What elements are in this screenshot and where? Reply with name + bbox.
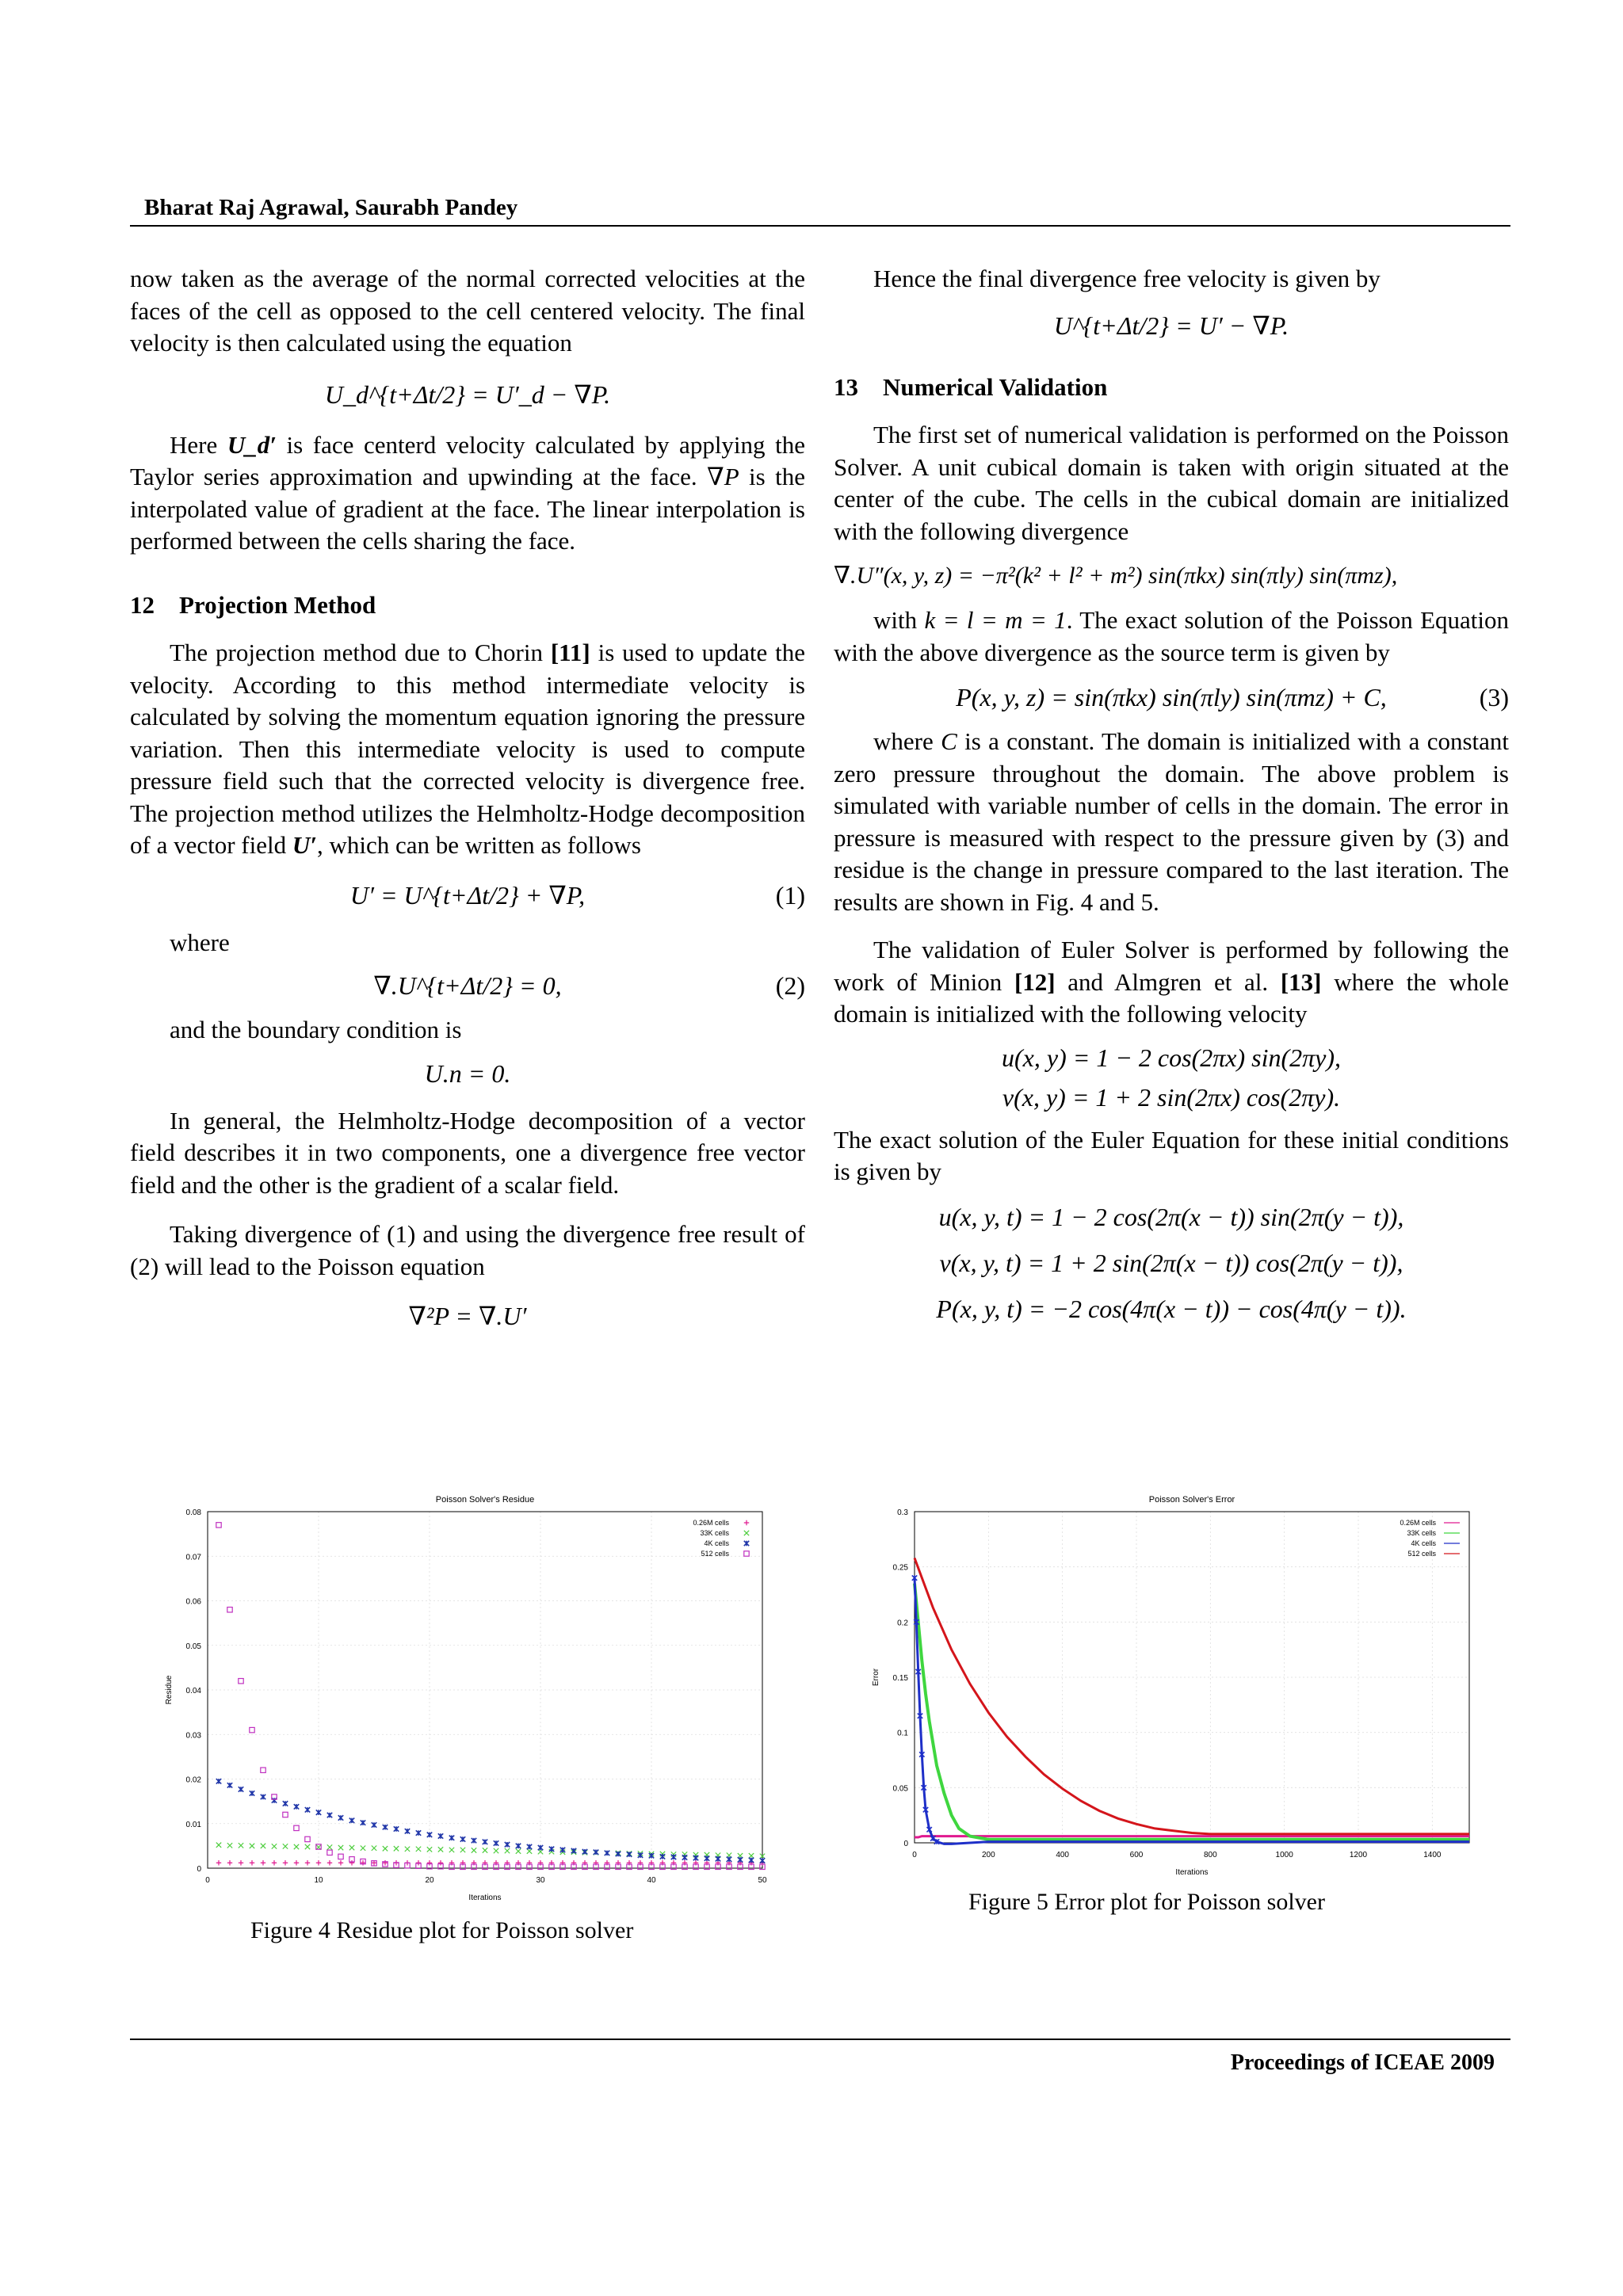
data-point <box>216 1860 221 1865</box>
data-point <box>327 1844 332 1849</box>
data-point <box>682 1855 687 1859</box>
symbol: ∇P <box>707 463 739 490</box>
x-tick-label: 200 <box>981 1851 995 1859</box>
data-point <box>405 1829 410 1833</box>
citation: [11] <box>550 639 590 666</box>
figure-4-caption: Figure 4 Residue plot for Poisson solver <box>250 1917 634 1943</box>
figure-5-error-plot <box>865 1488 1484 1884</box>
equation-poisson <box>130 1299 805 1333</box>
data-point <box>216 1843 221 1848</box>
equation-2 <box>130 968 805 1003</box>
data-point <box>616 1852 621 1856</box>
series-line <box>915 1578 1469 1844</box>
data-point <box>460 1848 465 1852</box>
data-point <box>460 1836 465 1841</box>
y-tick-label: 0.04 <box>185 1687 201 1695</box>
equation-v <box>834 1080 1509 1115</box>
y-tick-label: 0.3 <box>897 1508 908 1517</box>
data-point <box>349 1845 354 1850</box>
data-point <box>283 1801 288 1806</box>
data-point <box>918 1714 922 1718</box>
data-point <box>294 1860 299 1865</box>
y-tick-label: 0.02 <box>185 1775 201 1785</box>
data-point <box>472 1838 476 1843</box>
data-point <box>272 1798 277 1802</box>
x-tick-label: 20 <box>425 1876 434 1885</box>
data-point <box>327 1860 332 1865</box>
equation-text: u(x, y, t) = 1 − 2 cos(2π(x − t)) sin(2π(y − t)), <box>938 1202 1404 1231</box>
data-point <box>494 1840 498 1845</box>
data-point <box>516 1844 521 1848</box>
paragraph: where <box>170 928 230 956</box>
data-point <box>594 1850 598 1855</box>
data-point <box>438 1860 443 1865</box>
paragraph: and the boundary condition is <box>170 1016 462 1043</box>
data-point <box>660 1854 665 1859</box>
data-point <box>494 1848 498 1853</box>
data-point <box>449 1836 454 1840</box>
x-tick-label: 1200 <box>1349 1851 1368 1859</box>
paragraph <box>130 637 805 862</box>
equation-text: v(x, y, t) = 1 + 2 sin(2π(x − t)) cos(2π(y − t)), <box>939 1248 1403 1277</box>
data-point <box>427 1833 432 1837</box>
x-tick-label: 10 <box>314 1876 323 1885</box>
citation: [13] <box>1280 967 1322 996</box>
data-point <box>239 1787 243 1791</box>
x-tick-label: 40 <box>647 1876 656 1885</box>
data-point <box>361 1860 365 1865</box>
equation-text: ∇.U″(x, y, z) = −π²(k² + l² + m²) sin(πkx) sin(πly) sin(πmz), <box>834 563 1398 589</box>
data-point <box>338 1854 343 1859</box>
data-point <box>505 1848 510 1853</box>
data-point <box>383 1846 388 1851</box>
paragraph: The exact solution of the Euler Equation for these initial conditions is given by <box>834 1125 1509 1185</box>
legend-swatch <box>744 1520 749 1525</box>
y-tick-label: 0.05 <box>185 1642 201 1651</box>
data-point <box>921 1785 926 1790</box>
y-tick-label: 0.08 <box>185 1508 201 1517</box>
data-point <box>416 1847 421 1852</box>
data-point <box>272 1860 277 1865</box>
legend-label: 0.26M cells <box>1400 1519 1436 1527</box>
data-point <box>605 1851 609 1855</box>
data-point <box>912 1575 917 1580</box>
y-tick-label: 0 <box>197 1865 201 1874</box>
data-point <box>305 1807 310 1812</box>
data-point <box>438 1833 443 1838</box>
equation-u <box>834 1040 1509 1075</box>
symbol: k = l = m = 1 <box>924 606 1067 634</box>
legend-label: 4K cells <box>704 1539 729 1547</box>
data-point <box>349 1818 354 1823</box>
data-point <box>283 1860 288 1865</box>
equation-text: P(x, y, t) = −2 cos(4π(x − t)) − cos(4π(y − t)). <box>936 1294 1407 1323</box>
legend-label: 33K cells <box>700 1529 729 1537</box>
chart-title: Poisson Solver's Error <box>1148 1495 1235 1505</box>
data-point <box>716 1856 720 1861</box>
data-point <box>305 1860 310 1865</box>
data-point <box>338 1815 343 1820</box>
x-tick-label: 1400 <box>1423 1851 1442 1859</box>
left-column <box>130 263 805 1333</box>
data-point <box>383 1825 388 1829</box>
data-point <box>316 1810 321 1814</box>
data-point <box>327 1850 332 1855</box>
data-point <box>227 1843 232 1848</box>
data-point <box>915 1669 920 1674</box>
data-point <box>272 1844 277 1848</box>
paragraph <box>834 726 1509 918</box>
data-point <box>294 1825 299 1830</box>
text-run: is the interpolated value of gradient at the face. The linear interpolation is performed between the cells sharing the face. <box>130 463 805 555</box>
data-point <box>305 1836 310 1841</box>
data-point <box>760 1858 765 1863</box>
footer-rule <box>130 2039 1510 2040</box>
symbol: U′ <box>292 831 317 859</box>
x-tick-label: 30 <box>536 1876 545 1885</box>
text-run: and Almgren et al. <box>1067 967 1269 996</box>
x-tick-label: 800 <box>1203 1851 1217 1859</box>
data-point <box>405 1847 410 1852</box>
figure-5-caption: Figure 5 Error plot for Poisson solver <box>968 1889 1325 1915</box>
equation-final-velocity <box>834 308 1509 343</box>
equation-ut <box>834 1199 1509 1234</box>
equation-number: (2) <box>775 971 805 1000</box>
series-line <box>915 1558 1469 1834</box>
paragraph <box>834 934 1509 1031</box>
data-point <box>316 1860 321 1865</box>
paragraph: Taking divergence of (1) and using the divergence free result of (2) will lead to the Poisson equation <box>130 1220 805 1280</box>
data-point <box>926 1827 931 1832</box>
y-tick-label: 0.15 <box>892 1674 908 1683</box>
equation-text: U^{t+Δt/2} = U′ − ∇P. <box>1053 311 1289 340</box>
paragraph: Hence the final divergence free velocity is given by <box>873 265 1381 292</box>
data-point <box>582 1849 587 1854</box>
data-point <box>361 1845 365 1850</box>
text-run: The validation of Euler Solver is performed by following the work of Minion <box>834 936 1509 996</box>
data-point <box>261 1844 265 1848</box>
text-run: where the whole domain is initialized with the following velocity <box>834 967 1509 1028</box>
section-title: Projection Method <box>179 590 376 619</box>
data-point <box>216 1523 221 1527</box>
data-point <box>738 1857 743 1862</box>
equation-text: ∇.U^{t+Δt/2} = 0, <box>373 971 562 1000</box>
equation-boundary <box>130 1056 805 1091</box>
equation-pt <box>834 1291 1509 1326</box>
section-number: 13 <box>834 372 858 401</box>
paragraph: now taken as the average of the normal corrected velocities at the faces of the cell as opposed to the cell centered velocity. The final velocity is then calculated using the equation <box>130 265 805 357</box>
legend-swatch <box>744 1551 749 1556</box>
equation-divergence <box>834 559 1509 593</box>
data-point <box>416 1830 421 1835</box>
data-point <box>338 1860 343 1865</box>
data-point <box>749 1853 754 1858</box>
data-point <box>305 1844 310 1849</box>
data-point <box>372 1822 376 1827</box>
data-point <box>394 1826 399 1831</box>
y-tick-label: 0.01 <box>185 1820 201 1829</box>
paragraph: The first set of numerical validation is performed on the Poisson Solver. A unit cubical domain is taken with origin situated at the center of the cube. The cells in the cubical domain are initialized with the following divergence <box>834 421 1509 545</box>
paragraph <box>130 429 805 558</box>
running-header: Bharat Raj Agrawal, Saurabh Pandey <box>144 195 518 220</box>
data-point <box>349 1860 354 1865</box>
data-point <box>294 1844 299 1849</box>
x-tick-label: 0 <box>912 1851 917 1859</box>
data-point <box>516 1848 521 1853</box>
data-point <box>283 1812 288 1817</box>
x-tick-label: 0 <box>205 1876 210 1885</box>
equation-text: u(x, y) = 1 − 2 cos(2πx) sin(2πy), <box>1002 1043 1341 1072</box>
data-point <box>372 1845 376 1850</box>
figure-4-residue-plot <box>158 1488 777 1908</box>
data-point <box>416 1860 421 1865</box>
data-point <box>227 1608 232 1612</box>
legend-swatch <box>744 1541 749 1546</box>
data-point <box>472 1848 476 1852</box>
section-heading-13 <box>834 372 1509 404</box>
equation-vt <box>834 1245 1509 1280</box>
data-point <box>449 1848 454 1852</box>
data-point <box>427 1860 432 1865</box>
text-run: . The exact solution of the Poisson Equation with the above divergence as the source term is given by <box>834 606 1509 666</box>
data-point <box>538 1845 543 1850</box>
data-point <box>923 1807 928 1812</box>
data-point <box>394 1846 399 1851</box>
data-point <box>705 1855 709 1860</box>
text-run: The projection method due to Chorin <box>170 639 543 666</box>
equation-1 <box>130 878 805 913</box>
equation-text: v(x, y) = 1 + 2 sin(2πx) cos(2πy). <box>1002 1082 1341 1112</box>
legend-label: 4K cells <box>1411 1539 1436 1547</box>
section-title: Numerical Validation <box>883 372 1108 401</box>
data-point <box>383 1860 388 1865</box>
data-point <box>261 1860 265 1865</box>
text-run: , which can be written as follows <box>316 831 641 859</box>
header-rule <box>130 225 1510 227</box>
symbol: C <box>941 727 957 755</box>
paragraph <box>834 605 1509 669</box>
data-point <box>527 1844 532 1849</box>
text-run: is used to update the velocity. According to this method intermediate velocity is calculated by solving the momentum equation ignoring the pressure variation. Then this intermediate velocity is used to compute pressure field such that the corrected velocity is divergence free. The projection method utilizes the Helmholtz-Hodge decomposition of a vector field <box>130 639 805 859</box>
y-tick-label: 0.2 <box>897 1619 908 1628</box>
data-point <box>727 1857 731 1862</box>
y-tick-label: 0.25 <box>892 1563 908 1573</box>
data-point <box>294 1804 299 1809</box>
data-point <box>250 1860 254 1865</box>
data-point <box>250 1791 254 1795</box>
chart-title: Poisson Solver's Residue <box>435 1495 535 1505</box>
equation-number: (1) <box>775 880 805 910</box>
equation-face-velocity <box>130 377 805 412</box>
x-tick-label: 50 <box>758 1876 767 1885</box>
data-point <box>327 1813 332 1817</box>
y-tick-label: 0 <box>903 1840 908 1848</box>
data-point <box>239 1860 243 1865</box>
y-tick-label: 0.1 <box>897 1729 908 1738</box>
y-tick-label: 0.07 <box>185 1553 201 1562</box>
equation-text: P(x, y, z) = sin(πkx) sin(πly) sin(πmz) + C, <box>956 683 1387 711</box>
legend-swatch <box>744 1531 749 1535</box>
symbol: U_d′ <box>227 430 277 459</box>
citation: [12] <box>1014 967 1056 996</box>
text-run: is a constant. The domain is initialized with a constant zero pressure throughout the domain. The above problem is simulated with variable number of cells in the domain. The error in pressure is measured with respect to the pressure given by (3) and residue is the change in pressure compared to the last iteration. The results are shown in Fig. 4 and 5. <box>834 727 1510 916</box>
data-point <box>239 1843 243 1848</box>
legend-label: 33K cells <box>1407 1529 1436 1537</box>
data-point <box>693 1855 698 1860</box>
text-run: Here <box>170 430 218 459</box>
y-axis-label: Residue <box>165 1675 174 1705</box>
data-point <box>919 1752 924 1756</box>
data-point <box>527 1848 532 1853</box>
data-point <box>361 1820 365 1825</box>
text-run: is face centerd velocity calculated by applying the Taylor series approximation and upwinding at the face. <box>130 430 806 490</box>
y-tick-label: 0.03 <box>185 1731 201 1741</box>
running-footer: Proceedings of ICEAE 2009 <box>1230 2050 1495 2075</box>
data-point <box>627 1852 632 1856</box>
equation-3 <box>834 680 1509 715</box>
legend-label: 512 cells <box>1407 1550 1436 1558</box>
text-run: where <box>873 727 934 755</box>
y-axis-label: Error <box>872 1668 880 1687</box>
legend-label: 0.26M cells <box>693 1519 729 1527</box>
data-point <box>239 1679 243 1684</box>
data-point <box>216 1779 221 1783</box>
x-axis-label: Iterations <box>1175 1868 1209 1877</box>
x-axis-label: Iterations <box>468 1894 502 1902</box>
data-point <box>227 1860 232 1865</box>
data-point <box>250 1844 254 1848</box>
equation-text: U′ = U^{t+Δt/2} + ∇P, <box>349 880 586 910</box>
series-line <box>915 1836 1469 1837</box>
equation-number: (3) <box>1479 683 1509 711</box>
data-point <box>505 1842 510 1847</box>
data-point <box>250 1727 254 1732</box>
data-point <box>549 1847 554 1852</box>
data-point <box>671 1855 676 1859</box>
paragraph: In general, the Helmholtz-Hodge decomposition of a vector field describes it in two components, one a divergence free vector field and the other is the gradient of a scalar field. <box>130 1106 805 1199</box>
legend-label: 512 cells <box>701 1550 729 1558</box>
equation-text: ∇²P = ∇.U′ <box>408 1302 527 1330</box>
equation-text: U.n = 0. <box>424 1058 511 1088</box>
data-point <box>749 1858 754 1863</box>
data-point <box>227 1783 232 1787</box>
x-tick-label: 400 <box>1056 1851 1070 1859</box>
right-column <box>834 263 1509 1326</box>
text-run: with <box>873 606 918 634</box>
x-tick-label: 600 <box>1129 1851 1144 1859</box>
data-point <box>427 1847 432 1852</box>
equation-text: U_d^{t+Δt/2} = U′_d − ∇P. <box>324 379 611 409</box>
y-tick-label: 0.05 <box>892 1784 908 1794</box>
y-tick-label: 0.06 <box>185 1597 201 1607</box>
data-point <box>483 1848 487 1852</box>
section-number: 12 <box>130 590 155 619</box>
x-tick-label: 1000 <box>1275 1851 1293 1859</box>
data-point <box>283 1844 288 1848</box>
section-heading-12 <box>130 589 805 622</box>
data-point <box>483 1840 487 1844</box>
data-point <box>261 1768 265 1772</box>
data-point <box>261 1794 265 1799</box>
data-point <box>438 1847 443 1852</box>
data-point <box>338 1845 343 1850</box>
